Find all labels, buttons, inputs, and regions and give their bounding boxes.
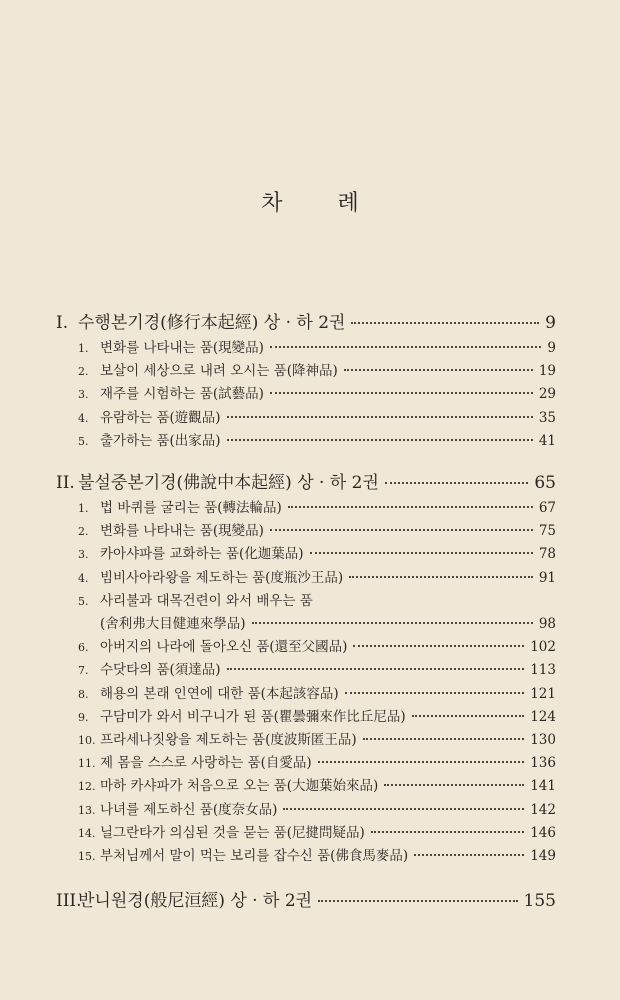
entry-number: 3. [78,548,89,562]
dot-leader [318,761,525,763]
entry-page: 130 [530,732,556,748]
toc-entry[interactable] [78,382,556,404]
entry-text: 부처님께서 말이 먹는 보리를 잡수신 품(佛食馬麥品) [100,848,409,864]
entry-page: 35 [538,409,556,426]
section-numeral: II. [56,473,75,493]
entry-number: 4. [78,411,89,425]
entry-number: 6. [78,641,89,655]
entry-number: 14. [78,826,96,840]
entry-page: 75 [538,523,556,540]
entry-title [78,658,221,678]
entry-title [78,542,304,562]
section-page: 9 [545,313,556,333]
section-title [56,468,379,493]
entry-page: 146 [530,824,556,841]
dot-leader [349,576,533,578]
entry-text: 제 몸을 스스로 사랑하는 품(自愛品) [100,755,312,772]
entry-page: 149 [530,848,556,864]
dot-leader [345,692,525,694]
dot-leader [310,552,533,554]
entry-text: 사리불과 대목건련이 와서 배우는 품 [100,592,313,609]
dot-leader [283,808,524,810]
dot-leader [371,831,524,833]
entry-number: 5. [78,594,89,608]
toc-entry[interactable] [78,496,556,518]
dot-leader [318,900,517,902]
dot-leader [288,506,533,508]
dot-leader [344,369,533,371]
entry-text: 프라세나짓왕을 제도하는 품(度波斯匿王品) [100,732,357,748]
toc-entry[interactable] [78,336,556,358]
entry-page: 102 [530,639,556,656]
dot-leader [363,738,525,740]
dot-leader [412,715,525,717]
dot-leader [385,482,528,484]
entry-title [78,728,357,748]
entry-title [78,519,264,539]
entry-text: 변화를 나타내는 품(現變品) [100,523,264,540]
entry-title [78,844,408,864]
toc-entry[interactable] [78,589,556,611]
entry-title [78,382,264,402]
entry-number: 4. [78,571,89,585]
entry-number: 9. [78,710,89,724]
toc-entry[interactable] [78,635,556,657]
dot-leader [270,346,541,348]
entry-text: 카아샤파를 교화하는 품(化迦葉品) [100,546,304,563]
entry-text-continued: (舍利弗大目健連來學品) [100,616,246,632]
entry-page: 41 [538,432,556,449]
section-title-text: 반니원경(般尼洹經) 상 · 하 2권 [78,891,313,911]
entry-number: 1. [78,342,89,355]
entry-text: 나녀를 제도하신 품(度奈女品) [100,801,278,818]
entry-title [78,682,339,702]
entry-number: 13. [78,803,96,817]
entry-text: 변화를 나타내는 품(現變品) [100,340,264,356]
entry-title [78,496,282,516]
entry-page: 124 [530,708,556,725]
entry-text: 아버지의 나라에 돌아오신 품(還至父國品) [100,639,348,656]
entry-page: 113 [530,662,556,679]
entry-text: 마하 카샤파가 처음으로 오는 품(大迦葉始來品) [100,778,379,795]
entry-page: 19 [538,363,556,380]
entry-number: 8. [78,687,89,701]
toc-entry[interactable] [78,682,556,704]
section-page: 65 [534,473,556,493]
entry-text: 빔비사아라왕을 제도하는 품(度瓶沙王品) [100,569,344,586]
toc-entry[interactable] [78,519,556,541]
entry-page: 78 [538,546,556,563]
entry-text: 해용의 본래 인연에 대한 품(本起該容品) [100,685,339,702]
section-title [56,308,345,333]
toc-entry[interactable] [78,774,556,796]
toc-entry[interactable] [78,728,556,750]
page-title: 차 례 [261,191,383,216]
dot-leader [270,529,533,531]
entry-text: 닐그란타가 의심된 것을 묻는 품(尼揵問疑品) [100,824,365,841]
entry-page: 121 [530,685,556,702]
entry-text: 법 바퀴를 굴리는 품(轉法輪品) [100,500,282,516]
entry-title [78,635,347,655]
entry-text: 구담미가 와서 비구니가 된 품(瞿曇彌來作比丘尼品) [100,708,406,725]
entry-text: 수닷타의 품(須達品) [100,662,221,679]
entry-page: 98 [538,616,556,632]
section-numeral: III. [56,891,82,911]
toc-section-heading[interactable] [56,308,556,333]
dot-leader [351,322,539,324]
entry-title [78,336,264,356]
entry-title [78,798,277,818]
entry-number: 2. [78,525,89,539]
section-numeral: I. [56,313,69,333]
toc-entry[interactable] [78,798,556,820]
dot-leader [227,668,525,670]
toc-entry[interactable] [78,658,556,680]
entry-text: 출가하는 품(出家品) [100,432,221,449]
entry-page: 136 [530,755,556,772]
dot-leader [270,392,533,394]
toc-entry[interactable] [78,751,556,773]
entry-title [78,751,312,771]
toc-section-heading[interactable] [56,468,556,493]
entry-number: 15. [78,850,96,863]
dot-leader [353,645,524,647]
dot-leader [252,622,533,624]
entry-text: 유람하는 품(遊觀品) [100,409,221,426]
entry-number: 11. [78,757,96,771]
entry-title [78,359,338,379]
entry-title [78,566,343,586]
entry-page: 9 [547,340,556,356]
dot-leader [227,439,533,441]
entry-number: 5. [78,434,89,448]
entry-text: 보살이 세상으로 내려 오시는 품(降神品) [100,363,338,380]
section-title-text: 수행본기경(修行本起經) 상 · 하 2권 [78,313,346,333]
toc-entry-continuation[interactable] [78,612,556,634]
entry-page: 142 [530,801,556,818]
entry-page: 67 [538,500,556,516]
toc-entry[interactable] [78,705,556,727]
toc-entry[interactable] [78,542,556,564]
section-page: 155 [523,891,556,911]
toc-entry[interactable] [78,429,556,451]
section-title [56,886,312,911]
entry-title [78,774,378,794]
entry-page: 29 [538,386,556,403]
entry-page: 91 [538,569,556,586]
toc-entry[interactable] [78,359,556,381]
toc-section-heading[interactable] [56,886,556,911]
toc-entry[interactable] [78,821,556,843]
dot-leader [227,416,533,418]
entry-title [78,705,406,725]
entry-number: 2. [78,365,89,379]
toc-entry[interactable] [78,844,556,866]
entry-title [78,406,221,426]
entry-text: 재주를 시험하는 품(試藝品) [100,386,264,403]
entry-number: 12. [78,780,96,794]
entry-number: 1. [78,502,89,515]
toc-entry[interactable] [78,566,556,588]
entry-number: 7. [78,664,89,678]
entry-title [78,589,313,609]
entry-number: 10. [78,734,96,747]
dot-leader [384,784,524,786]
dot-leader [414,854,524,856]
toc-entry[interactable] [78,406,556,428]
entry-title [78,429,221,449]
entry-title [78,612,246,632]
entry-title [78,821,365,841]
section-title-text: 불설중본기경(佛說中本起經) 상 · 하 2권 [78,473,379,493]
entry-number: 3. [78,388,89,402]
entry-page: 141 [530,778,556,795]
